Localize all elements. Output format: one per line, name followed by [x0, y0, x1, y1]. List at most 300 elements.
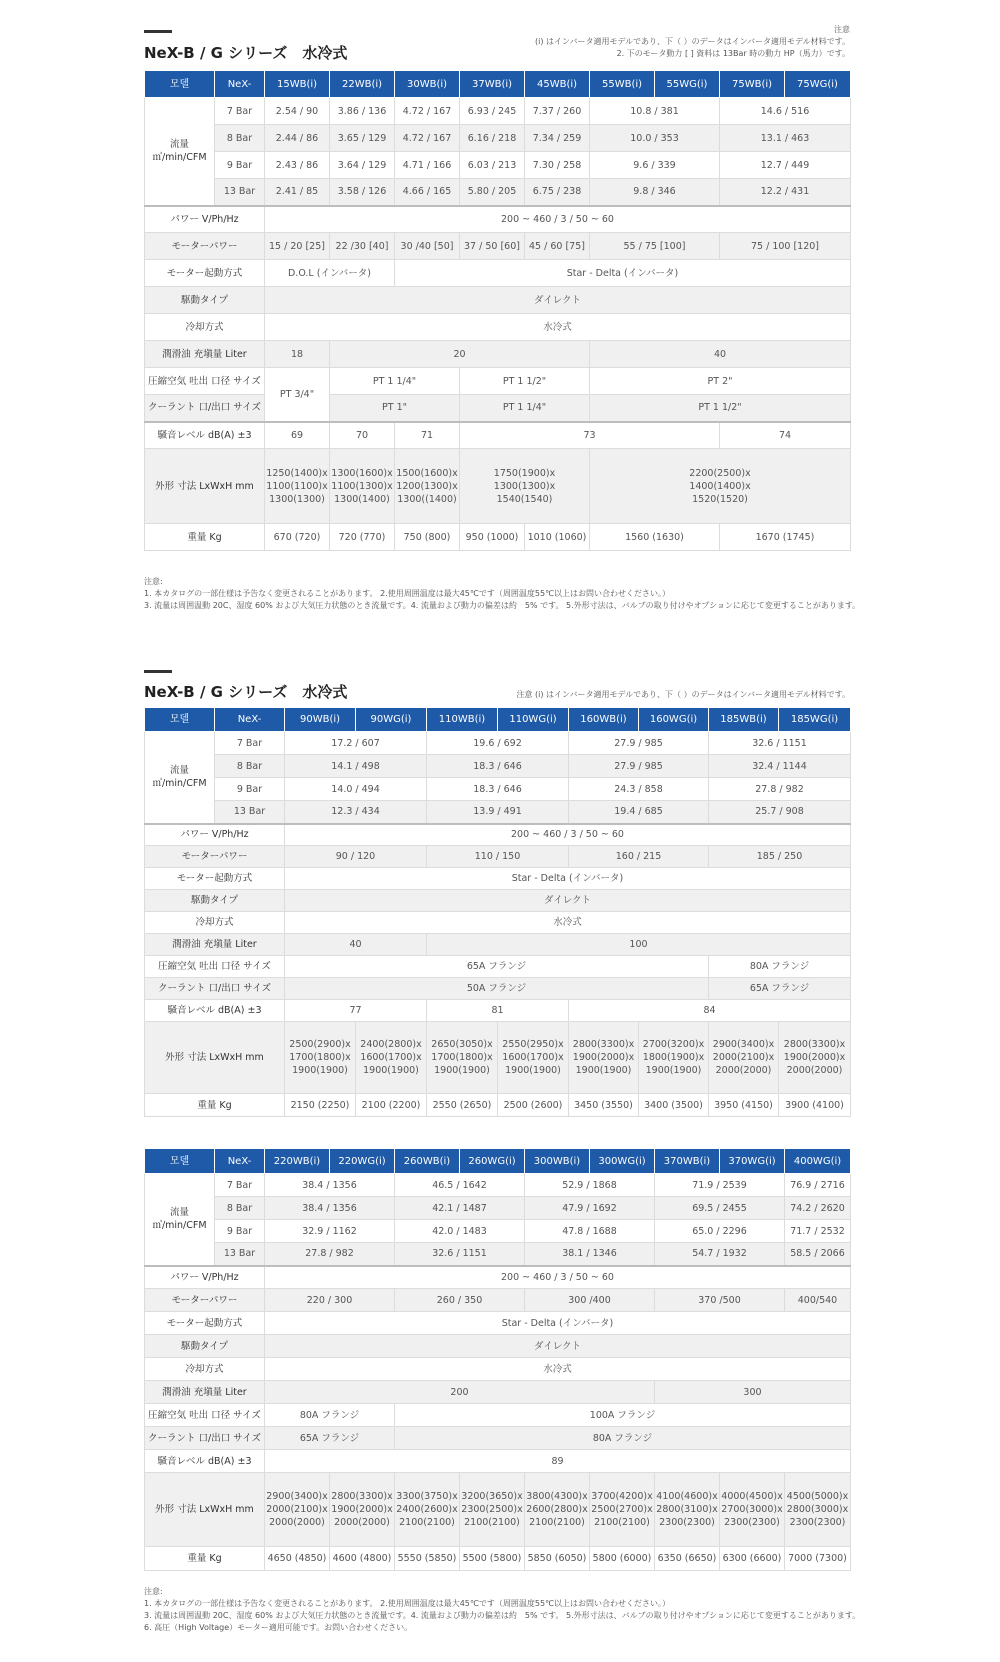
motor-cell: 90 / 120: [285, 846, 427, 868]
dim-cell: 3200(3650)x 2300(2500)x 2100(2100): [460, 1473, 525, 1547]
start-method-label: モーター起動方式: [145, 260, 265, 287]
header-model-cell: 185WG(i): [779, 708, 851, 732]
weight-cell: 5800 (6000): [590, 1547, 655, 1571]
flow-cell: 10.0 / 353: [590, 125, 720, 152]
flow-cell: 38.4 / 1356: [265, 1174, 395, 1197]
noise-cell: 71: [395, 422, 460, 449]
flow-cell: 5.80 / 205: [460, 179, 525, 206]
table-row: [145, 422, 851, 449]
table-row: [145, 1197, 851, 1220]
air-cell: PT 3/4": [265, 368, 330, 422]
motor-cell: 45 / 60 [75]: [525, 233, 590, 260]
coolant-cell: PT 1 1/2": [590, 395, 851, 422]
motor-cell: 22 /30 [40]: [330, 233, 395, 260]
dim-cell: 2550(2950)x 1600(1700)x 1900(1900): [498, 1022, 569, 1094]
dim-cell: 3800(4300)x 2600(2800)x 2100(2100): [525, 1473, 590, 1547]
flow-cell: 38.4 / 1356: [265, 1197, 395, 1220]
header-model-cell: 110WG(i): [498, 708, 569, 732]
flow-cell: 12.3 / 434: [285, 801, 427, 824]
header-model-cell: 370WB(i): [655, 1149, 720, 1174]
coolant-cell: PT 1 1/4": [460, 395, 590, 422]
title-accent-bar: [144, 30, 172, 33]
weight-cell: 6300 (6600): [720, 1547, 785, 1571]
header-model: 모델: [145, 708, 215, 732]
table-row: [145, 846, 851, 868]
flow-cell: 32.4 / 1144: [709, 755, 851, 778]
flow-cell: 71.7 / 2532: [785, 1220, 851, 1243]
flow-cell: 3.65 / 129: [330, 125, 395, 152]
flow-cell: 24.3 / 858: [569, 778, 709, 801]
dim-cell: 1300(1600)x 1100(1300)x 1300(1400): [330, 449, 395, 524]
noise-label: 騒音レベル dB(A) ±3: [145, 422, 265, 449]
weight-cell: 670 (720): [265, 524, 330, 551]
flow-cell: 38.1 / 1346: [525, 1243, 655, 1266]
coolant-cell: 65A フランジ: [265, 1427, 395, 1450]
table-row: [145, 524, 851, 551]
spec-table-1: [144, 70, 851, 551]
table-row: [145, 956, 851, 978]
weight-cell: 1670 (1745): [720, 524, 851, 551]
table-row: [145, 1473, 851, 1547]
table-row: [145, 732, 851, 755]
series-title: NeX-B / G シリーズ 水冷式: [144, 683, 348, 701]
flow-cell: 46.5 / 1642: [395, 1174, 525, 1197]
power-label: パワー V/Ph/Hz: [145, 206, 265, 233]
header-model-cell: 15WB(i): [265, 71, 330, 98]
table-row: [145, 1547, 851, 1571]
flow-cell: 32.6 / 1151: [709, 732, 851, 755]
weight-cell: 750 (800): [395, 524, 460, 551]
header-model-cell: 260WB(i): [395, 1149, 460, 1174]
weight-cell: 6350 (6650): [655, 1547, 720, 1571]
table-header-row: [145, 708, 851, 732]
flow-cell: 13.9 / 491: [427, 801, 569, 824]
header-model-cell: 37WB(i): [460, 71, 525, 98]
table-row: [145, 1289, 851, 1312]
table-row: [145, 341, 851, 368]
table-header-row: [145, 71, 851, 98]
table-row: [145, 233, 851, 260]
drive-value: ダイレクト: [265, 1335, 851, 1358]
air-cell: PT 2": [590, 368, 851, 395]
header-model-cell: 55WB(i): [590, 71, 655, 98]
motor-cell: 30 /40 [50]: [395, 233, 460, 260]
power-value: 200 ~ 460 / 3 / 50 ~ 60: [265, 206, 851, 233]
table-row: [145, 1450, 851, 1473]
motor-cell: 160 / 215: [569, 846, 709, 868]
weight-cell: 3900 (4100): [779, 1094, 851, 1117]
drive-type-label: 駆動タイプ: [145, 1335, 265, 1358]
oil-cell: 40: [285, 934, 427, 956]
flow-cell: 19.6 / 692: [427, 732, 569, 755]
table-row: [145, 755, 851, 778]
dim-cell: 2800(3300)x 1900(2000)x 2000(2000): [330, 1473, 395, 1547]
dim-cell: 2500(2900)x 1700(1800)x 1900(1900): [285, 1022, 356, 1094]
table-row: [145, 824, 851, 846]
air-outlet-label: 圧縮空気 吐出 口径 サイズ: [145, 956, 285, 978]
header-model: 모델: [145, 1149, 215, 1174]
noise-cell: 69: [265, 422, 330, 449]
table-row: [145, 1243, 851, 1266]
coolant-label: クーラント 口/出口 サイズ: [145, 395, 265, 422]
title-accent-bar: [144, 670, 172, 673]
weight-cell: 3450 (3550): [569, 1094, 639, 1117]
table-row: [145, 890, 851, 912]
dim-cell: 2650(3050)x 1700(1800)x 1900(1900): [427, 1022, 498, 1094]
weight-cell: 2100 (2200): [356, 1094, 427, 1117]
air-cell: 65A フランジ: [285, 956, 709, 978]
flow-cell: 65.0 / 2296: [655, 1220, 785, 1243]
header-model-cell: 160WB(i): [569, 708, 639, 732]
oil-label: 潤滑油 充塡量 Liter: [145, 1381, 265, 1404]
flow-cell: 42.0 / 1483: [395, 1220, 525, 1243]
noise-cell: 73: [460, 422, 720, 449]
table-row: [145, 1094, 851, 1117]
flow-cell: 27.8 / 982: [265, 1243, 395, 1266]
header-model-cell: 75WG(i): [785, 71, 851, 98]
flow-cell: 25.7 / 908: [709, 801, 851, 824]
header-series: NeX-: [215, 708, 285, 732]
start-cell: Star - Delta (インバータ): [265, 1312, 851, 1335]
flow-cell: 14.1 / 498: [285, 755, 427, 778]
note-line: 注意 (i) はインバータ適用モデルであり、下（ ）のデータはインバータ適用モデル材料です。: [516, 690, 850, 699]
flow-cell: 6.93 / 245: [460, 98, 525, 125]
pressure-label: 13 Bar: [215, 1243, 265, 1266]
table-row: [145, 1000, 851, 1022]
header-series: NeX-: [215, 71, 265, 98]
flow-cell: 27.8 / 982: [709, 778, 851, 801]
table-row: [145, 778, 851, 801]
pressure-label: 8 Bar: [215, 755, 285, 778]
flow-cell: 52.9 / 1868: [525, 1174, 655, 1197]
flow-cell: 7.37 / 260: [525, 98, 590, 125]
noise-cell: 77: [285, 1000, 427, 1022]
header-model-cell: 30WB(i): [395, 71, 460, 98]
flow-cell: 6.16 / 218: [460, 125, 525, 152]
table-header-row: [145, 1149, 851, 1174]
note-line: 2. 下のモータ動力 [ ] 資料は 13Bar 時の動力 HP（馬力）です。: [616, 49, 850, 58]
weight-label: 重量 Kg: [145, 524, 265, 551]
top-note: [516, 689, 850, 701]
flow-label: 流量 ㎥/min/CFM: [145, 732, 215, 824]
start-cell: Star - Delta (インバータ): [285, 868, 851, 890]
pressure-label: 8 Bar: [215, 125, 265, 152]
header-model-cell: 300WB(i): [525, 1149, 590, 1174]
dim-cell: 2900(3400)x 2000(2100)x 2000(2000): [265, 1473, 330, 1547]
table-row: [145, 1427, 851, 1450]
footnote-line: 1. 本カタログの一部仕様は予告なく変更されることがあります。 2.使用周囲温度は最大45℃です（周囲温度55℃以上はお問い合わせください。）: [144, 589, 671, 598]
header-model-cell: 260WG(i): [460, 1149, 525, 1174]
oil-cell: 20: [330, 341, 590, 368]
weight-cell: 3400 (3500): [639, 1094, 709, 1117]
flow-cell: 13.1 / 463: [720, 125, 851, 152]
flow-cell: 10.8 / 381: [590, 98, 720, 125]
motor-cell: 37 / 50 [60]: [460, 233, 525, 260]
weight-cell: 4650 (4850): [265, 1547, 330, 1571]
dimensions-label: 外形 寸法 LxWxH mm: [145, 1473, 265, 1547]
footnotes: [144, 576, 860, 612]
oil-cell: 300: [655, 1381, 851, 1404]
header-model-cell: 400WG(i): [785, 1149, 851, 1174]
table-row: [145, 368, 851, 395]
table-row: [145, 314, 851, 341]
cooling-label: 冷却方式: [145, 314, 265, 341]
header-model-cell: 90WG(i): [356, 708, 427, 732]
flow-label: 流量 ㎥/min/CFM: [145, 98, 215, 206]
weight-cell: 720 (770): [330, 524, 395, 551]
footnote-line: 3. 流量は周囲温動 20C、湿度 60% および大気圧力状態のとき流量です。4. 流量および動力の偏差は約 5% です。 5.外形寸法は、バルブの取り付けやオプションに応じて変更することがあります。: [144, 601, 861, 610]
flow-cell: 27.9 / 985: [569, 732, 709, 755]
header-model: 모델: [145, 71, 215, 98]
drive-value: ダイレクト: [285, 890, 851, 912]
flow-cell: 3.64 / 129: [330, 152, 395, 179]
cooling-label: 冷却方式: [145, 912, 285, 934]
drive-value: ダイレクト: [265, 287, 851, 314]
flow-cell: 12.2 / 431: [720, 179, 851, 206]
header-model-cell: 55WG(i): [655, 71, 720, 98]
header-model-cell: 22WB(i): [330, 71, 395, 98]
header-series: NeX-: [215, 1149, 265, 1174]
flow-cell: 42.1 / 1487: [395, 1197, 525, 1220]
flow-cell: 2.44 / 86: [265, 125, 330, 152]
drive-type-label: 駆動タイプ: [145, 890, 285, 912]
dim-cell: 4100(4600)x 2800(3100)x 2300(2300): [655, 1473, 720, 1547]
pressure-label: 9 Bar: [215, 778, 285, 801]
motor-cell: 110 / 150: [427, 846, 569, 868]
noise-cell: 84: [569, 1000, 851, 1022]
flow-label: 流量 ㎥/min/CFM: [145, 1174, 215, 1266]
weight-cell: 2500 (2600): [498, 1094, 569, 1117]
header-model-cell: 45WB(i): [525, 71, 590, 98]
header-model-cell: 160WG(i): [639, 708, 709, 732]
start-method-label: モーター起動方式: [145, 868, 285, 890]
start-cell: Star - Delta (インバータ): [395, 260, 851, 287]
flow-cell: 17.2 / 607: [285, 732, 427, 755]
spec-table-2: [144, 707, 851, 1117]
weight-cell: 4600 (4800): [330, 1547, 395, 1571]
dim-cell: 1250(1400)x 1100(1100)x 1300(1300): [265, 449, 330, 524]
weight-cell: 2550 (2650): [427, 1094, 498, 1117]
cooling-label: 冷却方式: [145, 1358, 265, 1381]
series-title: NeX-B / G シリーズ 水冷式: [144, 44, 348, 62]
footnote-line: 注意:: [144, 1587, 163, 1596]
power-label: パワー V/Ph/Hz: [145, 1266, 265, 1289]
flow-cell: 4.71 / 166: [395, 152, 460, 179]
motor-power-label: モーターパワー: [145, 1289, 265, 1312]
pressure-label: 13 Bar: [215, 801, 285, 824]
start-method-label: モーター起動方式: [145, 1312, 265, 1335]
pressure-label: 7 Bar: [215, 1174, 265, 1197]
noise-label: 騒音レベル dB(A) ±3: [145, 1000, 285, 1022]
weight-cell: 3950 (4150): [709, 1094, 779, 1117]
weight-label: 重量 Kg: [145, 1547, 265, 1571]
dim-cell: 1500(1600)x 1200(1300)x 1300((1400): [395, 449, 460, 524]
table-row: [145, 1220, 851, 1243]
motor-cell: 75 / 100 [120]: [720, 233, 851, 260]
air-cell: 80A フランジ: [265, 1404, 395, 1427]
pressure-label: 7 Bar: [215, 732, 285, 755]
note-line: (i) はインバータ適用モデルであり、下（ ）のデータはインバータ適用モデル材料です。: [535, 37, 850, 46]
flow-cell: 2.41 / 85: [265, 179, 330, 206]
flow-cell: 4.72 / 167: [395, 98, 460, 125]
footnote-line: 6. 高圧（High Voltage）モーター適用可能です。お問い合わせください。: [144, 1623, 413, 1632]
table-row: [145, 1381, 851, 1404]
table-row: [145, 287, 851, 314]
table-row: [145, 934, 851, 956]
flow-cell: 7.30 / 258: [525, 152, 590, 179]
noise-cell: 74: [720, 422, 851, 449]
flow-cell: 47.8 / 1688: [525, 1220, 655, 1243]
table-row: [145, 1312, 851, 1335]
table-row: [145, 1174, 851, 1197]
table-row: [145, 978, 851, 1000]
weight-cell: 5850 (6050): [525, 1547, 590, 1571]
coolant-cell: 65A フランジ: [709, 978, 851, 1000]
table-row: [145, 868, 851, 890]
footnotes: [144, 1586, 860, 1634]
flow-cell: 47.9 / 1692: [525, 1197, 655, 1220]
weight-cell: 7000 (7300): [785, 1547, 851, 1571]
flow-cell: 12.7 / 449: [720, 152, 851, 179]
air-cell: PT 1 1/2": [460, 368, 590, 395]
oil-label: 潤滑油 充塡量 Liter: [145, 934, 285, 956]
noise-cell: 81: [427, 1000, 569, 1022]
flow-cell: 3.58 / 126: [330, 179, 395, 206]
flow-cell: 76.9 / 2716: [785, 1174, 851, 1197]
weight-cell: 2150 (2250): [285, 1094, 356, 1117]
dim-cell: 2700(3200)x 1800(1900)x 1900(1900): [639, 1022, 709, 1094]
weight-cell: 1560 (1630): [590, 524, 720, 551]
motor-cell: 55 / 75 [100]: [590, 233, 720, 260]
power-value: 200 ~ 460 / 3 / 50 ~ 60: [265, 1266, 851, 1289]
flow-cell: 18.3 / 646: [427, 778, 569, 801]
flow-cell: 4.72 / 167: [395, 125, 460, 152]
flow-cell: 27.9 / 985: [569, 755, 709, 778]
motor-cell: 260 / 350: [395, 1289, 525, 1312]
start-cell: D.O.L (インバータ): [265, 260, 395, 287]
drive-type-label: 駆動タイプ: [145, 287, 265, 314]
flow-cell: 9.8 / 346: [590, 179, 720, 206]
oil-cell: 18: [265, 341, 330, 368]
weight-label: 重量 Kg: [145, 1094, 285, 1117]
header-model-cell: 185WB(i): [709, 708, 779, 732]
flow-cell: 74.2 / 2620: [785, 1197, 851, 1220]
coolant-cell: PT 1": [330, 395, 460, 422]
header-model-cell: 220WG(i): [330, 1149, 395, 1174]
flow-cell: 2.54 / 90: [265, 98, 330, 125]
coolant-label: クーラント 口/出口 サイズ: [145, 1427, 265, 1450]
pressure-label: 9 Bar: [215, 152, 265, 179]
header-model-cell: 220WB(i): [265, 1149, 330, 1174]
flow-cell: 2.43 / 86: [265, 152, 330, 179]
table-row: [145, 1404, 851, 1427]
motor-cell: 220 / 300: [265, 1289, 395, 1312]
table-row: [145, 801, 851, 824]
footnote-line: 注意:: [144, 577, 163, 586]
table-row: [145, 1335, 851, 1358]
oil-label: 潤滑油 充塡量 Liter: [145, 341, 265, 368]
header-model-cell: 300WG(i): [590, 1149, 655, 1174]
flow-cell: 3.86 / 136: [330, 98, 395, 125]
coolant-cell: 50A フランジ: [285, 978, 709, 1000]
air-cell: PT 1 1/4": [330, 368, 460, 395]
dimensions-label: 外形 寸法 LxWxH mm: [145, 1022, 285, 1094]
flow-cell: 18.3 / 646: [427, 755, 569, 778]
air-outlet-label: 圧縮空気 吐出 口径 サイズ: [145, 368, 265, 395]
motor-power-label: モーターパワー: [145, 846, 285, 868]
header-model-cell: 110WB(i): [427, 708, 498, 732]
flow-cell: 32.9 / 1162: [265, 1220, 395, 1243]
flow-cell: 4.66 / 165: [395, 179, 460, 206]
table-row: [145, 260, 851, 287]
coolant-label: クーラント 口/出口 サイズ: [145, 978, 285, 1000]
header-model-cell: 75WB(i): [720, 71, 785, 98]
weight-cell: 950 (1000): [460, 524, 525, 551]
dim-cell: 2800(3300)x 1900(2000)x 2000(2000): [779, 1022, 851, 1094]
table-row: [145, 98, 851, 125]
flow-cell: 58.5 / 2066: [785, 1243, 851, 1266]
note-line: 注意: [834, 25, 850, 34]
dim-cell: 2200(2500)x 1400(1400)x 1520(1520): [590, 449, 851, 524]
table-row: [145, 1022, 851, 1094]
air-cell: 80A フランジ: [709, 956, 851, 978]
noise-cell: 89: [265, 1450, 851, 1473]
pressure-label: 8 Bar: [215, 1197, 265, 1220]
power-label: パワー V/Ph/Hz: [145, 824, 285, 846]
footnote-line: 1. 本カタログの一部仕様は予告なく変更されることがあります。 2.使用周囲温度は最大45℃です（周囲温度55℃以上はお問い合わせください。）: [144, 1599, 671, 1608]
table-row: [145, 1358, 851, 1381]
table-row: [145, 1266, 851, 1289]
top-note: [535, 24, 850, 60]
spec-table-3: [144, 1148, 851, 1571]
motor-cell: 185 / 250: [709, 846, 851, 868]
noise-label: 騒音レベル dB(A) ±3: [145, 1450, 265, 1473]
motor-cell: 370 /500: [655, 1289, 785, 1312]
dim-cell: 2900(3400)x 2000(2100)x 2000(2000): [709, 1022, 779, 1094]
flow-cell: 7.34 / 259: [525, 125, 590, 152]
pressure-label: 9 Bar: [215, 1220, 265, 1243]
coolant-cell: 80A フランジ: [395, 1427, 851, 1450]
weight-cell: 5500 (5800): [460, 1547, 525, 1571]
motor-cell: 300 /400: [525, 1289, 655, 1312]
flow-cell: 71.9 / 2539: [655, 1174, 785, 1197]
dim-cell: 4500(5000)x 2800(3000)x 2300(2300): [785, 1473, 851, 1547]
header-model-cell: 370WG(i): [720, 1149, 785, 1174]
footnote-line: 3. 流量は周囲温動 20C、湿度 60% および大気圧力状態のとき流量です。4. 流量および動力の偏差は約 5% です。 5.外形寸法は、バルブの取り付けやオプションに応じて変更することがあります。: [144, 1611, 861, 1620]
flow-cell: 9.6 / 339: [590, 152, 720, 179]
noise-cell: 70: [330, 422, 395, 449]
flow-cell: 6.03 / 213: [460, 152, 525, 179]
table-row: [145, 395, 851, 422]
power-value: 200 ~ 460 / 3 / 50 ~ 60: [285, 824, 851, 846]
cooling-value: 水冷式: [285, 912, 851, 934]
air-outlet-label: 圧縮空気 吐出 口径 サイズ: [145, 1404, 265, 1427]
motor-cell: 400/540: [785, 1289, 851, 1312]
pressure-label: 13 Bar: [215, 179, 265, 206]
flow-cell: 19.4 / 685: [569, 801, 709, 824]
motor-power-label: モーターパワー: [145, 233, 265, 260]
dim-cell: 3700(4200)x 2500(2700)x 2100(2100): [590, 1473, 655, 1547]
flow-cell: 32.6 / 1151: [395, 1243, 525, 1266]
header-model-cell: 90WB(i): [285, 708, 356, 732]
pressure-label: 7 Bar: [215, 98, 265, 125]
oil-cell: 40: [590, 341, 851, 368]
table-row: [145, 912, 851, 934]
motor-cell: 15 / 20 [25]: [265, 233, 330, 260]
cooling-value: 水冷式: [265, 1358, 851, 1381]
table-row: [145, 179, 851, 206]
oil-cell: 100: [427, 934, 851, 956]
